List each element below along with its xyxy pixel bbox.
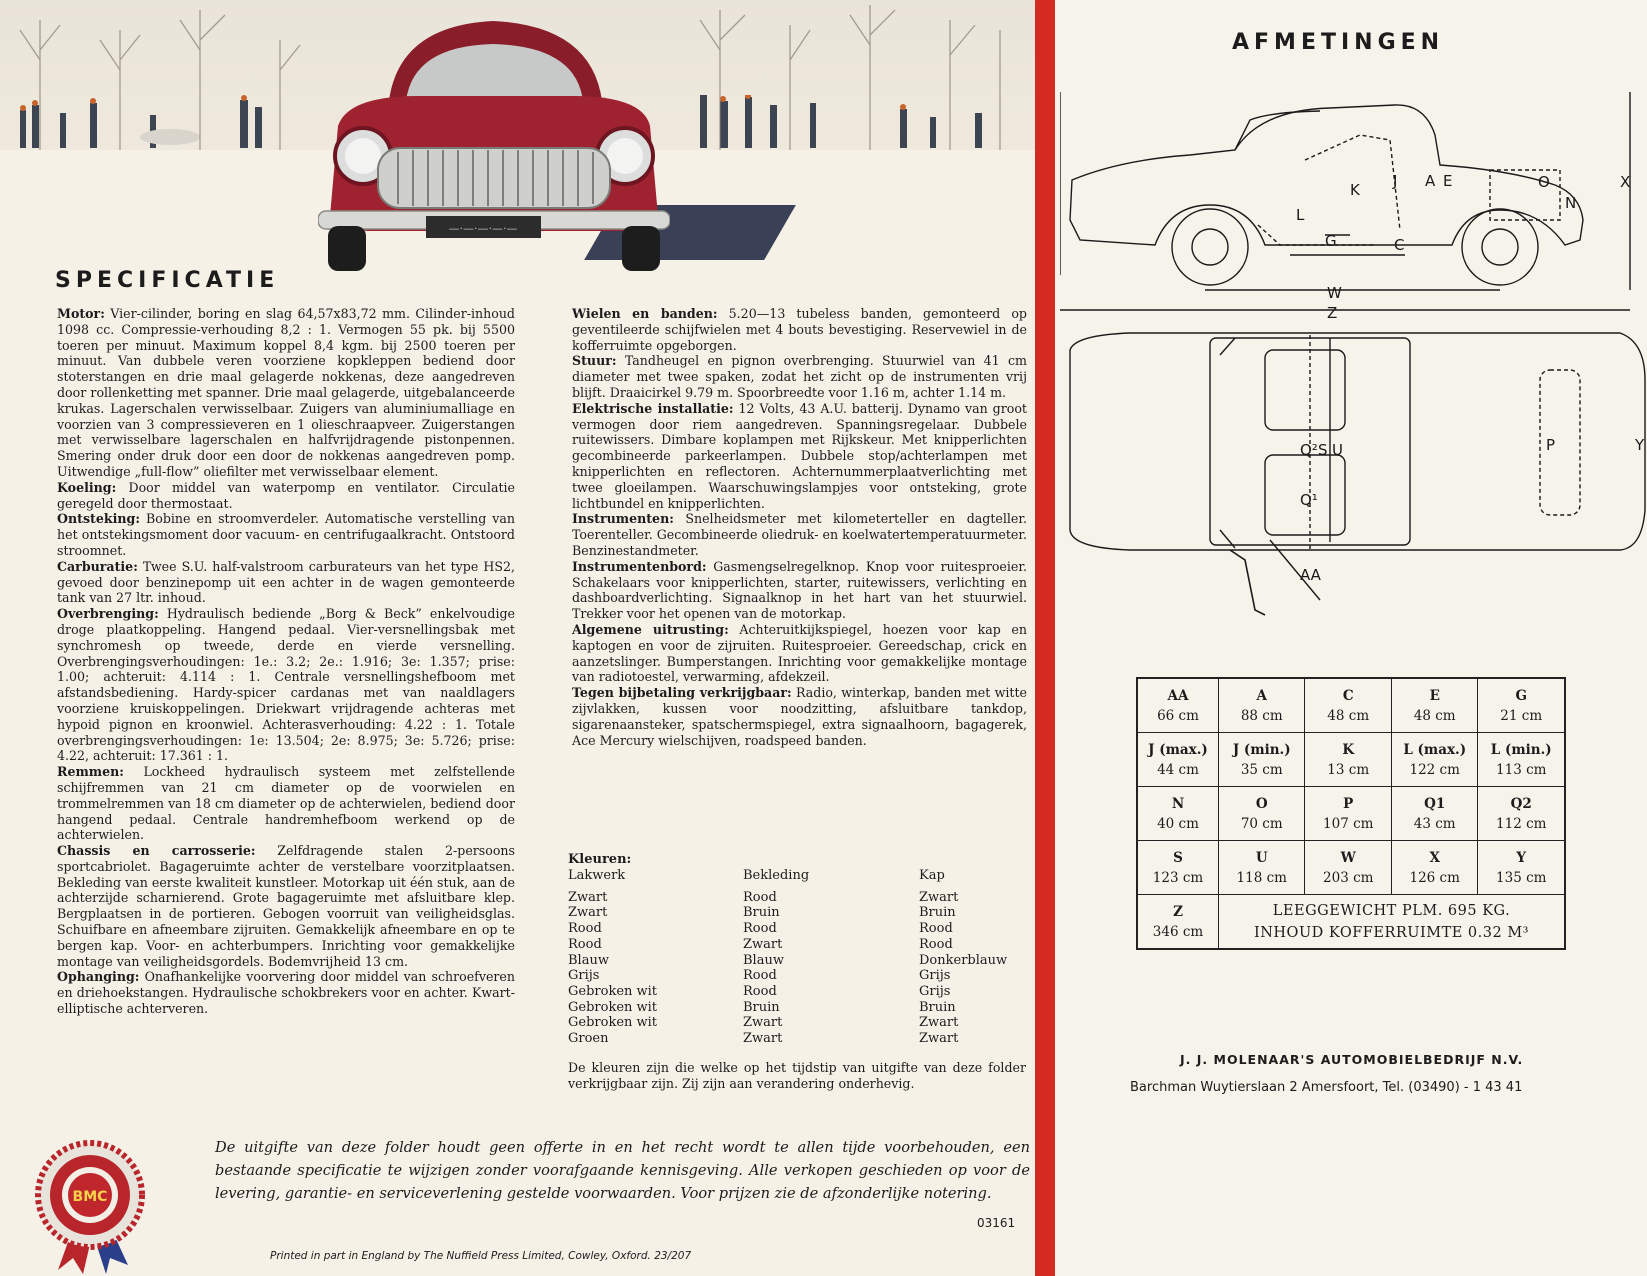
bmc-logo-text: BMC bbox=[72, 1189, 108, 1205]
svg-text:Q²: Q² bbox=[1300, 441, 1318, 459]
svg-text:J: J bbox=[1393, 172, 1398, 190]
spec-uitrusting: Algemene uitrusting: Achteruitkijkspiegel, hoezen voor kap en kaptogen en voor de zijruiten. Ruitesproeier. Gereedschap, crick en aanzetslinger. Bumperstangen. Inrichting voor gemakkelijke montage van radiotoestel, verwarming, afdekzeil. bbox=[572, 621, 1027, 685]
table-row: AA 66 cm A 88 cm C 48 cm E 48 cm G 21 cm bbox=[1137, 678, 1565, 733]
spec-bijbetaling: Tegen bijbetaling verkrijgbaar: Radio, winterkap, banden met witte zijvlakken, kussen voor noodzitting, afsluitbare tankdop, sigarenaansteker, spatschermspiegel, extra signaalhoorn, bagagerek, Ace Mercury wielschijven, roadspeed banden. bbox=[572, 685, 1027, 748]
svg-text:N: N bbox=[1565, 194, 1577, 212]
table-row: N 40 cm O 70 cm P 107 cm Q1 43 cm Q2 112 cm bbox=[1137, 787, 1565, 841]
colors-col-header: Bekleding bbox=[743, 867, 810, 883]
colors-table bbox=[568, 868, 1028, 1047]
svg-text:Q¹: Q¹ bbox=[1300, 491, 1318, 509]
spec-carburatie: Carburatie: Twee S.U. half-valstroom carburateurs van het type HS2, gevoed door benzinepomp uit een achter in de wagen gemonteerde tank van 27 ltr. inhoud. bbox=[57, 558, 515, 606]
colors-note: De kleuren zijn die welke op het tijdstip van uitgifte van deze folder verkrijgbaar zijn. Zij zijn aan verandering onderhevig. bbox=[568, 1060, 1026, 1091]
mg-midget-car-illustration bbox=[318, 16, 670, 278]
dimensions-title: AFMETINGEN bbox=[1232, 30, 1445, 55]
svg-text:P: P bbox=[1546, 436, 1556, 454]
colors-col-header: Lakwerk bbox=[568, 867, 626, 883]
table-row: Rood Zwart Rood bbox=[568, 936, 953, 952]
spec-remmen: Remmen: Lockheed hydraulisch systeem met zelfstellende schijfremmen van 21 cm diameter op de voorwielen en trommelremmen van 18 cm diameter op de achterwielen, bediend door hangend pedaal. Centrale handremhefboom werkend op de achterwielen. bbox=[57, 764, 515, 843]
table-row: Blauw Blauw Donkerblauw bbox=[568, 952, 1008, 968]
table-row: Grijs Rood Grijs bbox=[568, 968, 951, 984]
spec-overbrenging: Overbrenging: Hydraulisch bediende „Borg & Beck” enkelvoudige droge plaatkoppeling. Hangend pedaal. Vier-versnellingsbak met synchromesh op tweede, derde en vierde versnelling. Overbrengingsverhoudingen: 1e.: 3.2; 2e.: 1.916; 3e: 1.357; prise: 1.00; achteruit: 4.114 : 1. Centrale versnellingshefboom met afstandsbediening. Hardy-spicer cardanas met van naaldlagers voorziene kruiskoppelingen. Driekwart vrijdragende achteras met hypoid pignon en kroonwiel. Achterasverhouding: 4.22 : 1. Totale overbrengingsverhoudingen: 1e: 13.504; 2e: 8.975; 3e: 5.726; prise: 4.22, achteruit: 17.361 : 1. bbox=[57, 606, 515, 764]
table-row: Rood Rood Rood bbox=[568, 921, 953, 937]
red-divider-bar bbox=[1035, 0, 1055, 1276]
svg-text:X: X bbox=[1620, 173, 1631, 191]
spec-stuur: Stuur: Tandheugel en pignon overbrenging. Stuurwiel van 41 cm diameter met twee spaken, zodat het zicht op de instrumenten vrij blijft. Draaicirkel 9.79 m. Spoorbreedte voor 1.16 m, achter 1.14 m. bbox=[572, 353, 1027, 400]
table-row: Gebroken wit Rood Grijs bbox=[568, 983, 951, 999]
table-row: Zwart Bruin Bruin bbox=[568, 905, 956, 921]
dealer-name: J. J. MOLENAAR'S AUTOMOBIELBEDRIJF N.V. bbox=[1180, 1052, 1524, 1067]
dimensions-table bbox=[1136, 677, 1566, 950]
license-plate: —·—·—·—·— bbox=[448, 222, 518, 235]
spec-column-2 bbox=[572, 306, 1027, 748]
dealer-address: Barchman Wuytierslaan 2 Amersfoort, Tel. (03490) - 1 43 41 bbox=[1130, 1080, 1523, 1095]
svg-text:A: A bbox=[1425, 172, 1436, 190]
colors-col-header: Kap bbox=[919, 867, 945, 883]
svg-text:Z: Z bbox=[1327, 304, 1338, 322]
printer-credit: Printed in part in England by The Nuffield Press Limited, Cowley, Oxford. 23/207 bbox=[270, 1250, 692, 1262]
spec-instrumentenbord: Instrumentenbord: Gasmengselregelknop. Knop voor ruitesproeier. Schakelaars voor knipperlichten, starter, ruitewissers, verlichting en dashboardverlichting. Signaalknop in het hart van het stuurwiel. Trekker voor het openen van de motorkap. bbox=[572, 558, 1027, 622]
weight-text: LEEGGEWICHT PLM. 695 KG. bbox=[1272, 902, 1511, 919]
dimension-diagram bbox=[1060, 80, 1647, 620]
table-row: Z 346 cm LEEGGEWICHT PLM. 695 KG. INHOUD KOFFERRUIMTE 0.32 M³ bbox=[1137, 895, 1565, 950]
colors-section bbox=[568, 852, 1028, 1047]
car-illustration bbox=[0, 0, 1035, 285]
spec-elektrisch: Elektrische installatie: 12 Volts, 43 A.U. batterij. Dynamo van groot vermogen door riem aangedreven. Spanningsregelaar. Dubbele ruitewissers. Dimbare koplampen met Rijkskeur. Met knipperlichten gecombineerde parkeerlampen. Dubbele stop/achterlampen met knipperlichten en reflectoren. Achternummerplaatverlichting met twee gloeilampen. Waarschuwingslampjes voor ontsteking, grote lichtbundel en knipperlichten. bbox=[572, 400, 1027, 511]
table-row: Zwart Rood Zwart bbox=[568, 889, 959, 905]
spec-chassis: Chassis en carrosserie: Zelfdragende stalen 2-persoons sportcabriolet. Bagageruimte achter de verstelbare voorzitplaatsen. Bekleding van eerste kwaliteit kunstleer. Motorkap uit één stuk, aan de achterzijde scharnierend. Grote bagageruimte met afsluitbare klep. Bergplaatsen in de portieren. Gebogen voorruit van veiligheidsglas. Schuifbare en afneembare zijruiten. Gemakkelijk afneembare en op te bergen kap. Voor- en achterbumpers. Inrichting voor gemakkelijke montage van veiligheidsgordels. Bodemvrijheid 13 cm. bbox=[57, 843, 515, 969]
disclaimer: De uitgifte van deze folder houdt geen offerte in en het recht wordt te allen tijde voorbehouden, een bestaande specificatie te wijzigen zonder voorafgaande kennisgeving. Alle verkopen geschieden op voor de levering, garantie- en serviceverlening gestelde voorwaarden. Voor prijzen zie de afzonderlijke notering. bbox=[215, 1139, 1030, 1202]
folder-code: 03161 bbox=[977, 1216, 1016, 1230]
spec-wielen: Wielen en banden: 5.20—13 tubeless banden, gemonteerd op geventileerde schijfwielen met 4 bouts bevestiging. Reservewiel in de kofferruimte opgeborgen. bbox=[572, 306, 1027, 353]
svg-text:O: O bbox=[1538, 173, 1550, 191]
table-row: Groen Zwart Zwart bbox=[568, 1031, 959, 1047]
svg-text:L: L bbox=[1296, 206, 1305, 224]
spec-koeling: Koeling: Door middel van waterpomp en ventilator. Circulatie geregeld door thermostaat. bbox=[57, 479, 515, 511]
table-row: J (max.) 44 cm J (min.) 35 cm K 13 cm L (max.) 122 cm L (min.) 113 cm bbox=[1137, 733, 1565, 787]
svg-text:U: U bbox=[1332, 441, 1343, 459]
spec-ophanging: Ophanging: Onafhankelijke voorvering door middel van schroefveren en driehoekstangen. Hydraulische schokbrekers voor en achter. Kwart-elliptische achterveren. bbox=[57, 969, 515, 1017]
svg-text:C: C bbox=[1394, 236, 1405, 254]
dealer-block bbox=[1130, 1052, 1580, 1095]
svg-text:Y: Y bbox=[1635, 436, 1645, 454]
table-row: Gebroken wit Zwart Zwart bbox=[568, 1015, 959, 1031]
spec-column-1 bbox=[57, 306, 515, 1017]
svg-text:E: E bbox=[1443, 172, 1453, 190]
luggage-text: INHOUD KOFFERRUIMTE 0.32 M³ bbox=[1254, 924, 1529, 941]
svg-text:S: S bbox=[1318, 441, 1328, 459]
svg-text:G: G bbox=[1325, 232, 1337, 250]
side-view bbox=[1060, 92, 1630, 310]
colors-heading: Kleuren: bbox=[568, 852, 632, 867]
spec-instrumenten: Instrumenten: Snelheidsmeter met kilometerteller en dagteller. Toerenteller. Gecombineerde oliedruk- en koelwatertemperatuurmeter. Benzinestandmeter. bbox=[572, 511, 1027, 558]
spec-motor: Motor: Vier-cilinder, boring en slag 64,57x83,72 mm. Cilinder-inhoud 1098 cc. Compressie-verhouding 8,2 : 1. Vermogen 55 pk. bij 5500 toeren per minuut. Maximum koppel 8,4 kgm. bij 2500 toeren per minuut. Van dubbele veren voorziene kopkleppen bediend door stoterstangen en drie maal gelagerde nokkenas, deze aangedreven door rollenketting met spanner. Drie maal gelagerde, uitgebalanceerde krukas. Lagerschalen verwisselbaar. Zuigers van aluminiumalliage en voorzien van 3 compressieveren en 1 olieschraapveer. Zuigerstangen met verwisselbare lagerschalen en halfvrijdragende pistonpennen. Smering onder druk door een door de nokkenas aangedreven pomp. Uitwendige „full-flow” oliefilter met verwisselbaar element. bbox=[57, 306, 515, 479]
svg-text:AA: AA bbox=[1300, 566, 1321, 584]
table-row: Gebroken wit Bruin Bruin bbox=[568, 999, 956, 1015]
top-view bbox=[1070, 333, 1645, 615]
svg-text:W: W bbox=[1327, 284, 1342, 302]
svg-text:K: K bbox=[1350, 181, 1360, 199]
bmc-rosette-badge bbox=[28, 1140, 158, 1275]
table-row: S 123 cm U 118 cm W 203 cm X 126 cm Y 135 cm bbox=[1137, 841, 1565, 895]
spec-ontsteking: Ontsteking: Bobine en stroomverdeler. Automatische verstelling van het ontstekingsmoment door vacuum- en centrifugaalkracht. Ontstoord stroomnet. bbox=[57, 511, 515, 558]
spec-title: SPECIFICATIE bbox=[55, 268, 280, 293]
